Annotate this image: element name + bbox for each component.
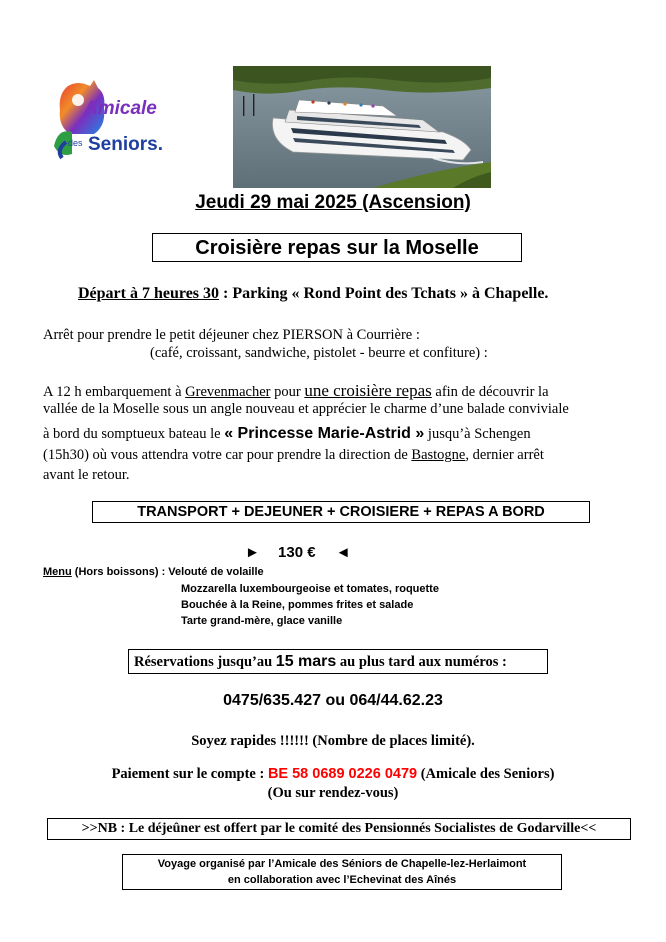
- reservation-text: au plus tard aux numéros :: [336, 654, 507, 670]
- itinerary-line-2: vallée de la Moselle sous un angle nouveau et apprécier le charme d’une balade conviviale: [43, 401, 569, 417]
- itinerary-line-4: [43, 447, 544, 464]
- payment-text: (Amicale des Seniors): [417, 766, 555, 782]
- cruise-highlight: une croisière repas: [304, 381, 432, 400]
- reservation-text: Réservations jusqu’au: [134, 654, 276, 670]
- price-line: [245, 544, 351, 561]
- event-title: Croisière repas sur la Moselle: [152, 233, 522, 262]
- payment-text: Paiement sur le compte :: [111, 766, 268, 782]
- payment-line: [60, 766, 606, 783]
- departure-line: [78, 285, 548, 303]
- itinerary-line-3: [43, 425, 531, 443]
- itinerary-line-1: [43, 381, 549, 401]
- payment-alternative: (Ou sur rendez-vous): [267, 785, 399, 801]
- organizer-box: [122, 854, 562, 890]
- itinerary-line-5: avant le retour.: [43, 467, 130, 483]
- itinerary-text: pour: [270, 384, 305, 400]
- itinerary-text: à bord du somptueux bateau le: [43, 426, 225, 442]
- bank-account: BE 58 0689 0226 0479: [267, 766, 418, 782]
- organizer-line-1: Voyage organisé par l’Amicale des Séniors de Chapelle-lez-Herlaimont: [157, 858, 527, 870]
- town-bastogne: Bastogne: [411, 447, 466, 463]
- reservation-box: [128, 649, 548, 674]
- logo-word-bottom: Seniors.: [88, 134, 163, 155]
- price-amount: 130 €: [278, 544, 316, 561]
- organizer-line-2: en collaboration avec l’Echevinat des Aînés: [227, 874, 457, 886]
- logo-word-mid: des: [68, 138, 83, 148]
- left-arrow-icon: ◄: [335, 544, 351, 561]
- menu-item: Bouchée à la Reine, pommes frites et salade: [181, 599, 414, 611]
- right-arrow-icon: ►: [245, 544, 260, 561]
- logo-word-top: Amicale: [84, 98, 157, 119]
- itinerary-text: , dernier arrêt: [465, 447, 544, 463]
- menu-label-note: (Hors boissons) :: [71, 566, 169, 578]
- reservation-deadline: 15 mars: [275, 653, 337, 670]
- itinerary-text: afin de découvrir la: [431, 384, 549, 400]
- breakfast-line-2: (café, croissant, sandwiche, pistolet - beurre et confiture) :: [150, 345, 488, 361]
- menu-label: Menu: [43, 566, 72, 578]
- menu-item: Mozzarella luxembourgeoise et tomates, roquette: [181, 583, 439, 595]
- menu-header: [43, 566, 264, 578]
- departure-place: : Parking « Rond Point des Tchats » à Chapelle.: [219, 285, 549, 302]
- event-date: Jeudi 29 mai 2025 (Ascension): [195, 192, 471, 213]
- menu-item: Tarte grand-mère, glace vanille: [181, 615, 343, 627]
- itinerary-text: A 12 h embarquement à: [43, 384, 186, 400]
- menu-item: Velouté de volaille: [168, 566, 264, 578]
- town-grevenmacher: Grevenmacher: [185, 384, 271, 400]
- cruise-boat-photo: [233, 66, 491, 188]
- itinerary-text: jusqu’à Schengen: [424, 426, 531, 442]
- itinerary-text: (15h30) où vous attendra votre car pour prendre la direction de: [43, 447, 412, 463]
- boat-image: [233, 66, 491, 188]
- departure-time: Départ à 7 heures 30: [78, 285, 220, 302]
- package-banner: TRANSPORT + DEJEUNER + CROISIERE + REPAS A BORD: [92, 501, 590, 523]
- logo: [48, 76, 178, 168]
- nb-notice: >>NB : Le déjeûner est offert par le comité des Pensionnés Socialistes de Godarville<<: [47, 818, 631, 840]
- breakfast-line-1: Arrêt pour prendre le petit déjeuner chez PIERSON à Courrière :: [43, 327, 420, 343]
- hurry-notice: Soyez rapides !!!!!! (Nombre de places limité).: [191, 733, 475, 749]
- boat-name: « Princesse Marie-Astrid »: [224, 425, 425, 442]
- phone-numbers: 0475/635.427 ou 064/44.62.23: [223, 692, 443, 709]
